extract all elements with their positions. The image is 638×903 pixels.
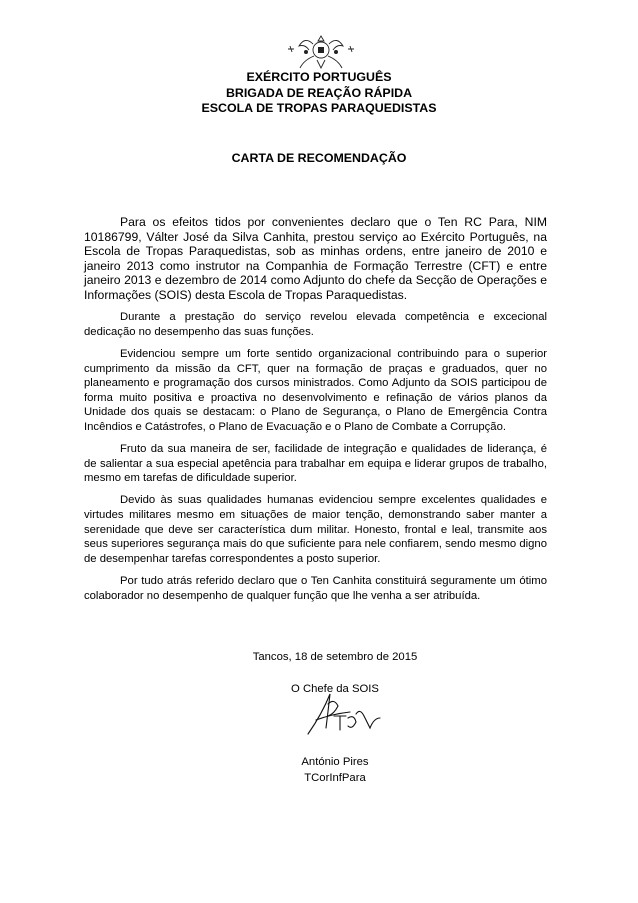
document-header [0, 70, 638, 117]
header-line-brigade: BRIGADA DE REAÇÃO RÁPIDA [225, 85, 413, 100]
paragraph: Por tudo atrás referido declaro que o Ten Canhita constituirá seguramente um ótimo colaborador no desempenho de qualquer função que lhe venha a ser atribuída. [84, 575, 547, 602]
coat-of-arms-icon [276, 30, 366, 70]
handwritten-signature [304, 690, 384, 738]
signatory-role: O Chefe da SOIS [291, 683, 379, 695]
letter-title: CARTA DE RECOMENDAÇÃO [231, 151, 407, 165]
paragraph: Evidenciou sempre um forte sentido organizacional contribuindo para o superior cumprimento da missão da CFT, quer na formação de praças e graduados, quer no planeamento e programação dos cursos ministrados. Como Adjunto da SOIS participou de forma muito positiva e proactiva no desenvolvimento e refinação de vários planos da Unidade dos quais se destacam: o Plano de Segurança, o Plano de Emergência Contra Incêndios e Catástrofes, o Plano de Evacuação e o Plano de Combate a Corrupção. [84, 347, 547, 433]
paragraph: Durante a prestação do serviço revelou elevada competência e excecional dedicação no desempenho das suas funções. [84, 311, 547, 338]
paragraph: Fruto da sua maneira de ser, facilidade de integração e qualidades de liderança, é de salientar a sua especial apetência para trabalhar em equipa e liderar grupos de trabalho, mesmo em tarefas de dificuldade superior. [84, 443, 547, 485]
place-date: Tancos, 18 de setembro de 2015 [252, 651, 418, 663]
header-line-army: EXÉRCITO PORTUGUÊS [246, 70, 392, 84]
signatory-name: António Pires [301, 756, 369, 768]
letter-body [84, 215, 547, 611]
paragraph: Devido às suas qualidades humanas evidenciou sempre excelentes qualidades e virtudes militares mesmo em situações de maior tenção, demonstrando saber manter a serenidade que deve ser característica dum militar. Honesto, frontal e leal, transmite aos seus superiores segurança mais do que suficiente para nele confiarem, sendo mesmo digno de desempenhar tarefas correspondentes a posto superior. [84, 494, 547, 565]
signatory-rank: TCorInfPara [304, 772, 366, 784]
header-line-school: ESCOLA DE TROPAS PARAQUEDISTAS [201, 101, 437, 115]
paragraph: Para os efeitos tidos por convenientes declaro que o Ten RC Para, NIM 10186799, Válter José da Silva Canhita, prestou serviço ao Exército Português, na Escola de Tropas Paraquedistas, sob as minhas ordens, entre janeiro de 2010 e janeiro 2013 como instrutor na Companhia de Formação Terrestre (CFT) e entre janeiro 2013 e dezembro de 2014 como Adjunto do chefe da Secção de Operações e Informações (SOIS) desta Escola de Tropas Paraquedistas. [84, 215, 547, 302]
